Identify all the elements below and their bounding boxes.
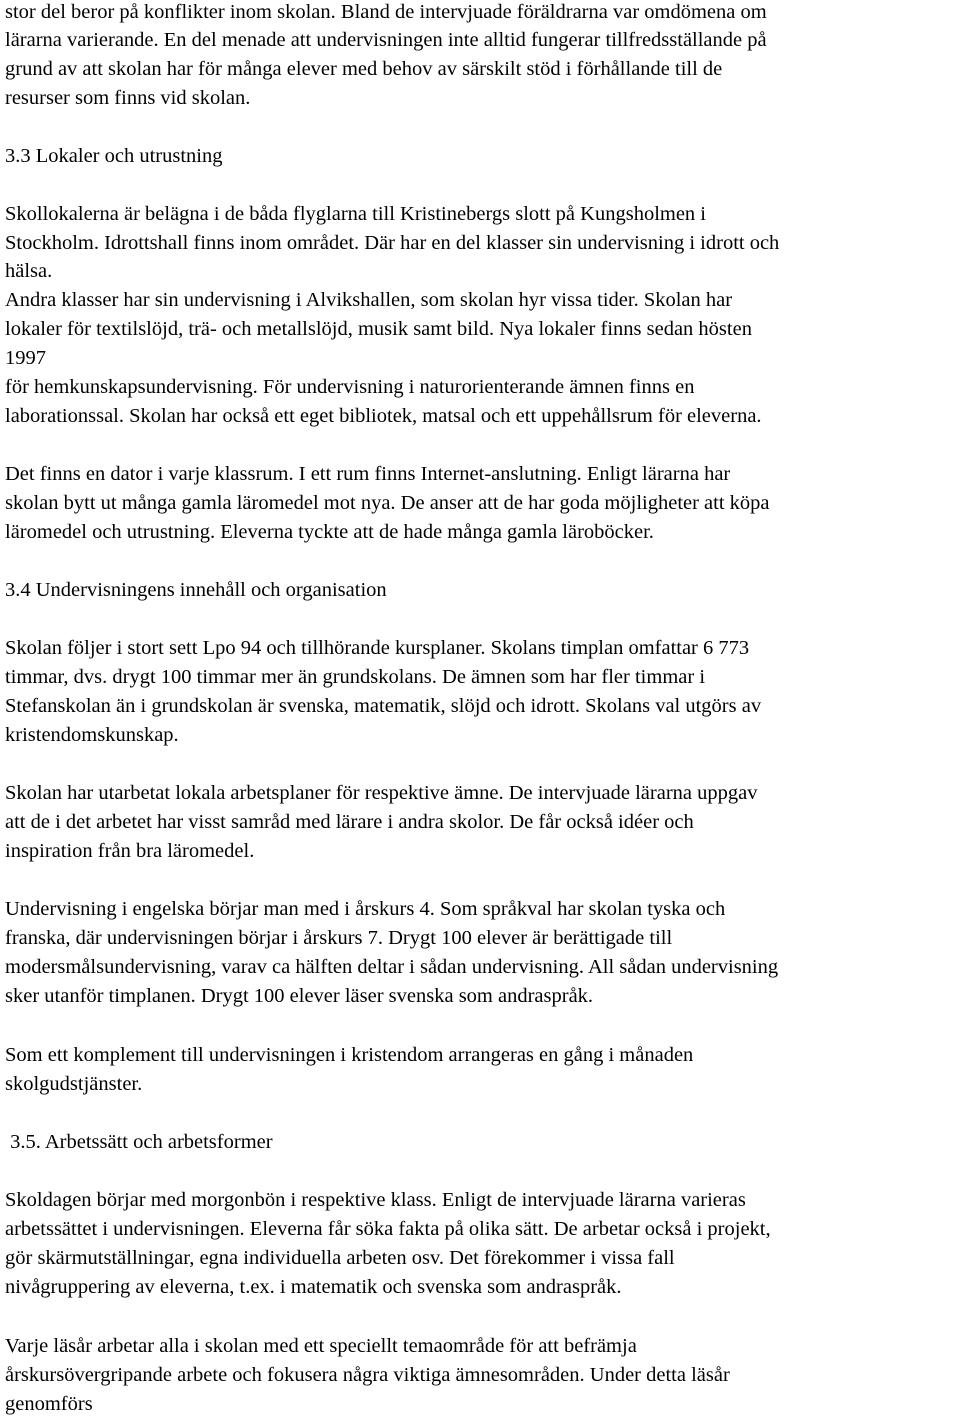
text-line: Andra klasser har sin undervisning i Alvikshallen, som skolan hyr vissa tider. Skolan har: [5, 289, 733, 311]
text-line: nivågruppering av eleverna, t.ex. i matematik och svenska som andraspråk.: [5, 1276, 622, 1298]
text-line: Skolan har utarbetat lokala arbetsplaner för respektive ämne. De intervjuade lärarna uppgav: [5, 782, 758, 804]
text-line: att de i det arbetet har visst samråd med lärare i andra skolor. De får också idéer och: [5, 811, 694, 833]
section-heading: 3.3 Lokaler och utrustning: [5, 145, 223, 167]
text-line: Skoldagen börjar med morgonbön i respektive klass. Enligt de intervjuade lärarna varieras: [5, 1189, 746, 1211]
text-line: genomförs: [5, 1393, 93, 1415]
text-line: för hemkunskapsundervisning. För undervisning i naturorienterande ämnen finns en: [5, 376, 695, 398]
text-line: timmar, dvs. drygt 100 timmar mer än grundskolans. De ämnen som har fler timmar i: [5, 666, 706, 688]
text-line: stor del beror på konflikter inom skolan. Bland de intervjuade föräldrarna var omdömena om: [5, 1, 767, 23]
section-heading: 3.5. Arbetssätt och arbetsformer: [5, 1131, 273, 1153]
text-line: inspiration från bra läromedel.: [5, 840, 255, 862]
text-line: kristendomskunskap.: [5, 724, 179, 746]
text-line: Det finns en dator i varje klassrum. I ett rum finns Internet-anslutning. Enligt lärarna har: [5, 463, 731, 485]
text-line: Skolan följer i stort sett Lpo 94 och tillhörande kursplaner. Skolans timplan omfattar 6 773: [5, 637, 750, 659]
text-line: Stockholm. Idrottshall finns inom området. Där har en del klasser sin undervisning i idrott och: [5, 232, 780, 254]
text-line: Undervisning i engelska börjar man med i årskurs 4. Som språkval har skolan tyska och: [5, 898, 726, 920]
text-line: Stefanskolan än i grundskolan är svenska, matematik, slöjd och idrott. Skolans val utgörs av: [5, 695, 762, 717]
text-line: Varje läsår arbetar alla i skolan med ett speciellt temaområde för att befrämja: [5, 1335, 637, 1357]
text-line: läromedel och utrustning. Eleverna tyckte att de hade många gamla läroböcker.: [5, 521, 654, 543]
text-line: arbetssättet i undervisningen. Eleverna får söka fakta på olika sätt. De arbetar också i projekt,: [5, 1218, 771, 1240]
text-line: lokaler för textilslöjd, trä- och metallslöjd, musik samt bild. Nya lokaler finns sedan hösten: [5, 318, 752, 340]
section-heading: 3.4 Undervisningens innehåll och organisation: [5, 579, 387, 601]
text-line: 1997: [5, 347, 46, 369]
text-line: sker utanför timplanen. Drygt 100 elever läser svenska som andraspråk.: [5, 985, 594, 1007]
text-line: Som ett komplement till undervisningen i kristendom arrangeras en gång i månaden: [5, 1044, 694, 1066]
text-line: skolgudstjänster.: [5, 1073, 143, 1095]
text-line: årskursövergripande arbete och fokusera några viktiga ämnesområden. Under detta läsår: [5, 1364, 730, 1386]
text-line: modersmålsundervisning, varav ca hälften deltar i sådan undervisning. All sådan undervisning: [5, 956, 779, 978]
text-line: laborationssal. Skolan har också ett eget bibliotek, matsal och ett uppehållsrum för eleverna.: [5, 405, 762, 427]
text-line: Skollokalerna är belägna i de båda flyglarna till Kristinebergs slott på Kungsholmen i: [5, 203, 707, 225]
text-line: hälsa.: [5, 260, 53, 282]
text-line: franska, där undervisningen börjar i årskurs 7. Drygt 100 elever är berättigade till: [5, 927, 673, 949]
text-line: skolan bytt ut många gamla läromedel mot nya. De anser att de har goda möjligheter att köpa: [5, 492, 770, 514]
text-line: grund av att skolan har för många elever med behov av särskilt stöd i förhållande till de: [5, 58, 723, 80]
text-line: lärarna varierande. En del menade att undervisningen inte alltid fungerar tillfredsställande på: [5, 29, 767, 51]
text-line: gör skärmutställningar, egna individuella arbeten osv. Det förekommer i vissa fall: [5, 1247, 675, 1269]
text-line: resurser som finns vid skolan.: [5, 87, 251, 109]
